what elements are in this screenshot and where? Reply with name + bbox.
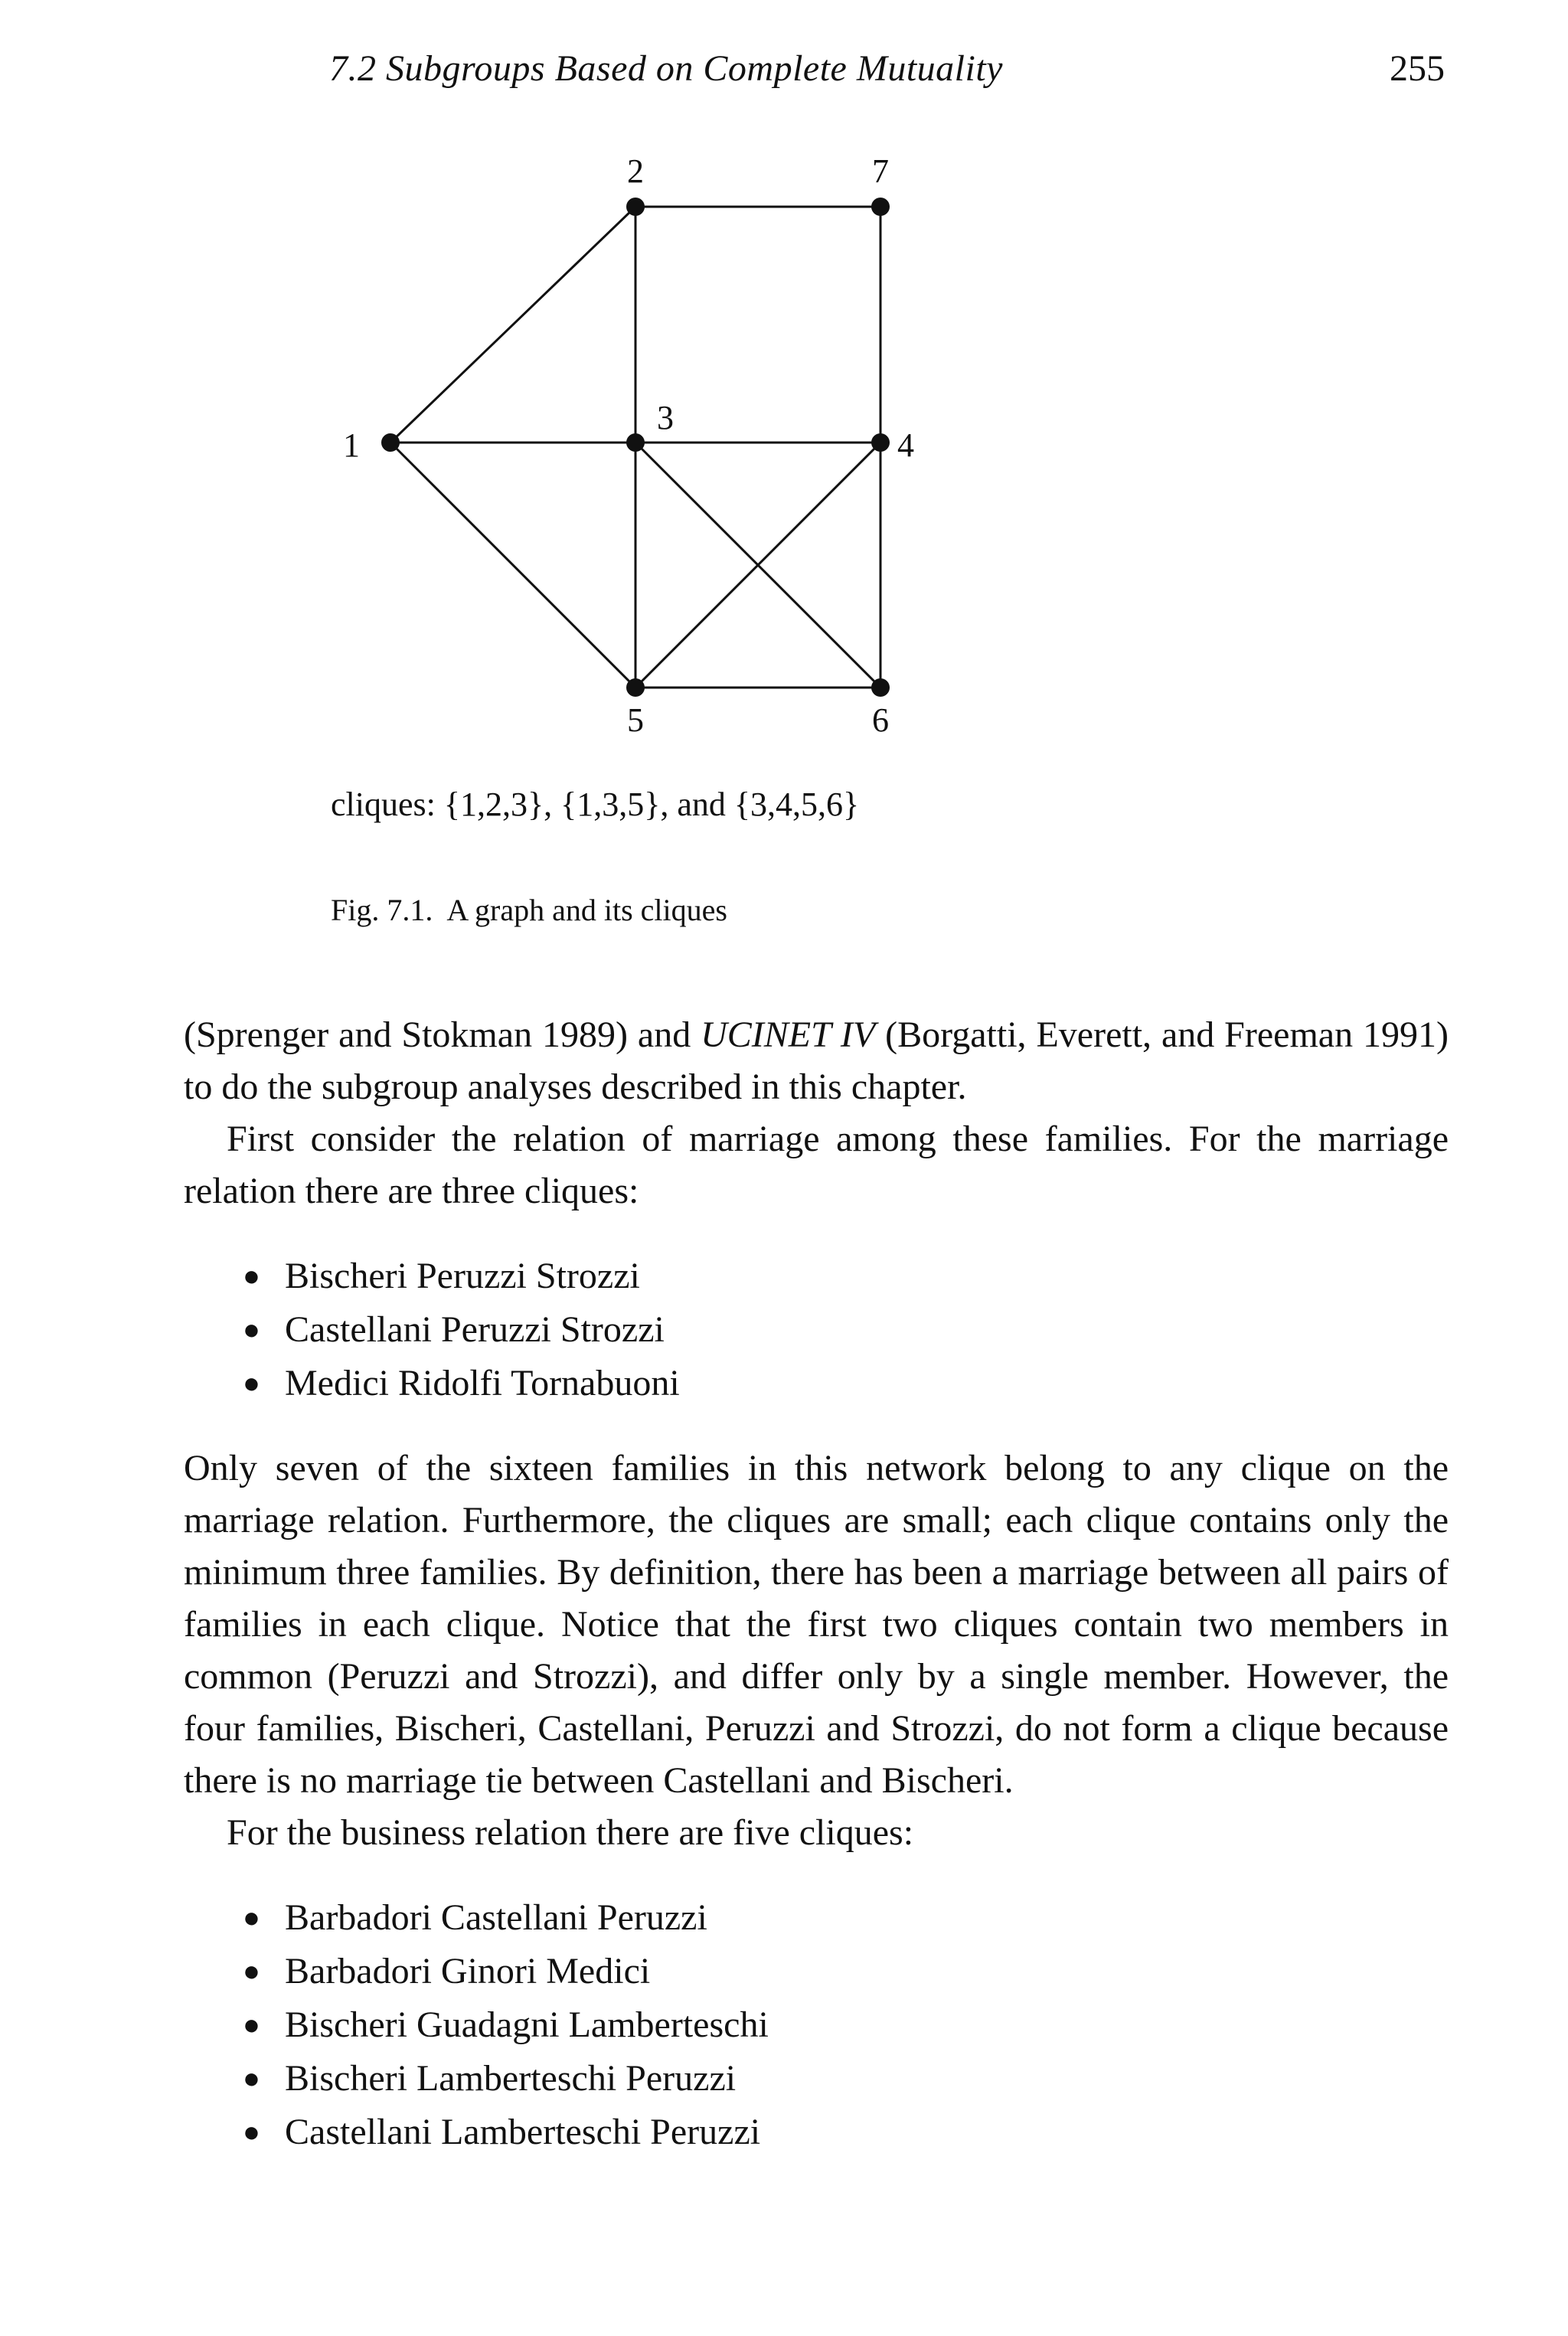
figure-caption-text: A graph and its cliques	[446, 893, 727, 927]
figure-caption	[331, 892, 727, 928]
business-cliques-list	[184, 1891, 1449, 2159]
list-item: ● Bischeri Peruzzi Strozzi	[285, 1250, 1449, 1303]
bullet-icon: ●	[243, 1260, 260, 1292]
graph-node-1	[381, 433, 400, 452]
bullet-icon: ●	[243, 1955, 260, 1988]
node-label-1: 1	[343, 426, 360, 464]
body-text	[184, 1009, 1449, 2191]
bullet-icon: ●	[243, 2009, 260, 2041]
list-item: ● Bischeri Lamberteschi Peruzzi	[285, 2052, 1449, 2106]
page-number: 255	[1390, 48, 1445, 89]
cliques-line: cliques: {1,2,3}, {1,3,5}, and {3,4,5,6}	[331, 786, 860, 823]
bullet-icon: ●	[243, 1902, 260, 1934]
node-label-5: 5	[627, 701, 644, 739]
figure-number: Fig. 7.1.	[331, 893, 433, 927]
paragraph-1	[184, 1009, 1449, 1113]
bullet-icon: ●	[243, 1367, 260, 1400]
bullet-icon: ●	[243, 2063, 260, 2095]
list-item: ● Barbadori Ginori Medici	[285, 1945, 1449, 1998]
graph-node-5	[626, 678, 645, 697]
graph-edge-1-2	[390, 207, 635, 443]
node-label-4: 4	[897, 426, 914, 464]
paragraph-3: Only seven of the sixteen families in this network belong to any clique on the marriage relation. Furthermore, the cliques are small; each clique contains only the minimum three families. By definition, there has been a marriage between all pairs of families in each clique. Notice that the first two cliques contain two members in common (Peruzzi and Strozzi), and differ only by a single member. However, the four families, Bischeri, Castellani, Peruzzi and Strozzi, do not form a clique because there is no marriage tie between Castellani and Bischeri.	[184, 1448, 1449, 1801]
list-item: ● Medici Ridolfi Tornabuoni	[285, 1357, 1449, 1410]
software-name: UCINET IV	[701, 1014, 876, 1055]
paragraph-2: First consider the relation of marriage among these families. For the marriage relation there are three cliques:	[184, 1119, 1449, 1211]
paragraph-4: For the business relation there are five cliques:	[227, 1812, 914, 1853]
graph-figure	[0, 0, 1568, 842]
node-label-2: 2	[627, 152, 644, 190]
graph-edge-1-5	[390, 443, 635, 688]
bullet-icon: ●	[243, 2116, 260, 2148]
graph-node-4	[871, 433, 890, 452]
paragraph-1-start: (Sprenger and Stokman 1989) and	[184, 1014, 691, 1055]
graph-svg	[0, 0, 1568, 842]
graph-node-7	[871, 198, 890, 216]
list-item: ● Barbadori Castellani Peruzzi	[285, 1891, 1449, 1945]
graph-node-6	[871, 678, 890, 697]
node-label-6: 6	[872, 701, 889, 739]
graph-node-2	[626, 198, 645, 216]
running-head: 7.2 Subgroups Based on Complete Mutuality	[329, 48, 1003, 89]
list-item: ● Castellani Lamberteschi Peruzzi	[285, 2106, 1449, 2159]
paragraph-1-rest: (Borgatti, Everett, and Freeman 1991) to do the subgroup analyses described in this chapter.	[184, 1014, 1449, 1107]
node-label-7: 7	[872, 152, 889, 190]
graph-node-3	[626, 433, 645, 452]
list-item: ● Castellani Peruzzi Strozzi	[285, 1303, 1449, 1357]
list-item: ● Bischeri Guadagni Lamberteschi	[285, 1998, 1449, 2052]
bullet-icon: ●	[243, 1314, 260, 1346]
marriage-cliques-list	[184, 1250, 1449, 1410]
node-label-3: 3	[657, 399, 674, 436]
